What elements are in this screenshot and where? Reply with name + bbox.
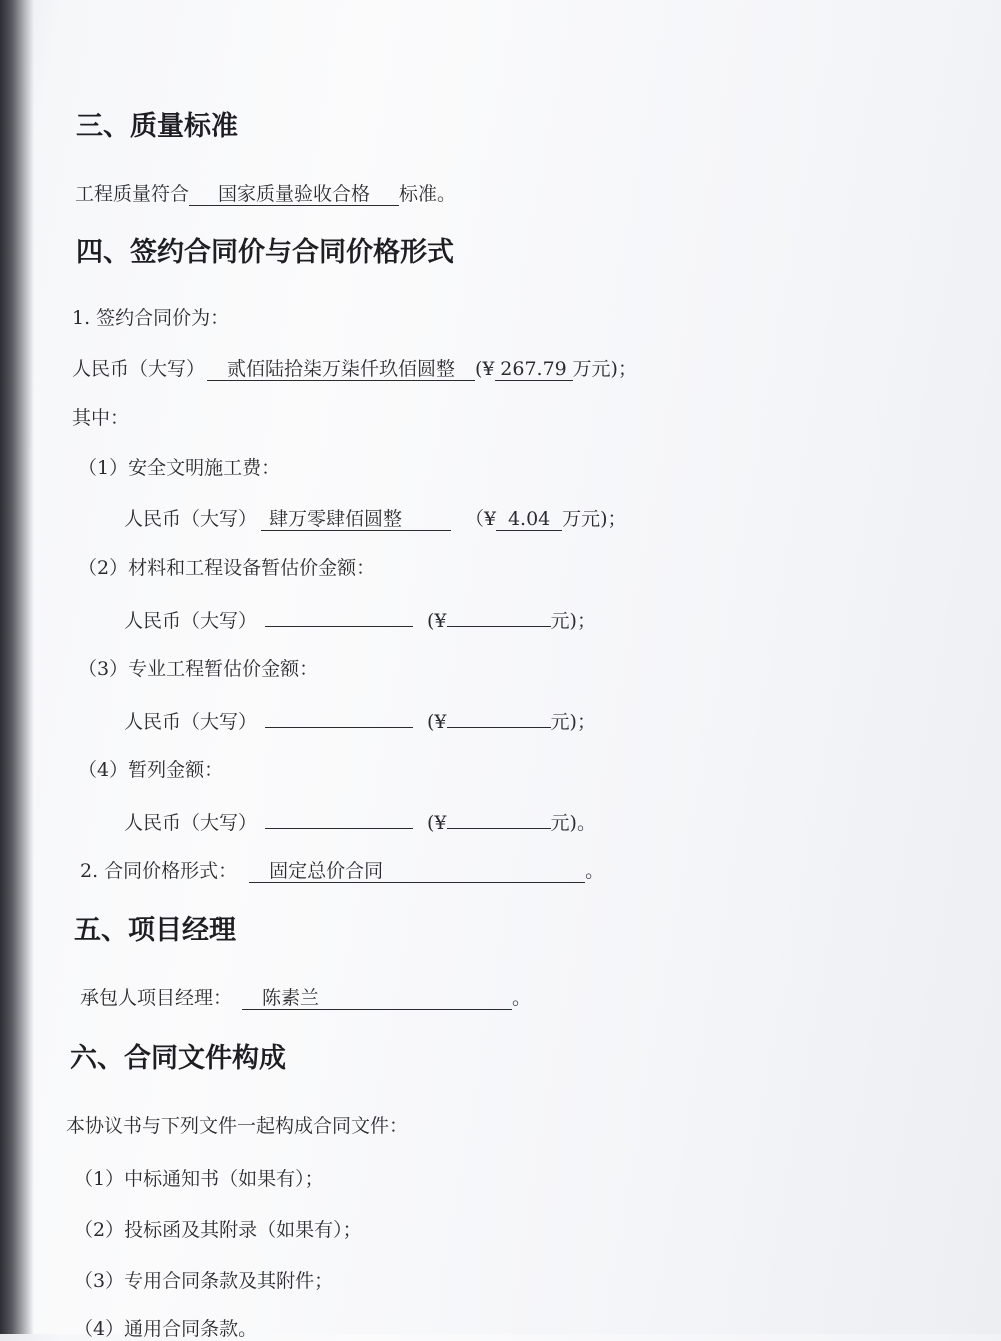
project-manager-label: 承包人项目经理： [80,987,233,1009]
project-manager-name: 陈素兰 [242,987,512,1010]
document-item: （4）通用合同条款。 [74,1318,258,1340]
provisional-label: （4）暂列金额： [78,759,224,781]
materials-words-blank [265,606,413,627]
price-form-label: 2. 合同价格形式： [80,860,238,882]
unit-close: 万元)； [572,358,637,380]
rmb-label: 人民币（大写） [124,610,258,632]
yen-open: (¥ [427,610,447,632]
rmb-label: 人民币（大写） [124,508,258,530]
provisional-words-blank [265,808,413,829]
materials-label: （2）材料和工程设备暂估价金额： [78,557,376,579]
document-item: （3）专用合同条款及其附件； [74,1270,334,1292]
safety-fee-words: 肆万零肆佰圆整 [261,508,451,531]
section-6-heading: 六、合同文件构成 [70,1043,286,1074]
quality-suffix: 标准。 [399,183,457,205]
professional-label: （3）专业工程暂估价金额： [78,658,319,680]
document-item: （1）中标通知书（如果有）； [74,1168,324,1190]
document-item: （2）投标函及其附录（如果有）； [74,1219,362,1241]
among-label: 其中： [72,407,130,429]
total-price-line [72,357,637,381]
safety-fee-amount: 4.04 [496,508,562,531]
total-price-amount: 267.79 [495,358,573,381]
documents-intro: 本协议书与下列文件一起构成合同文件： [66,1115,409,1137]
page-edge-shadow [0,0,34,1334]
price-form-end: 。 [585,860,605,882]
materials-line [124,606,596,633]
safety-fee-label: （1）安全文明施工费： [78,457,281,479]
project-manager-end: 。 [512,987,532,1009]
professional-line [124,707,596,734]
yuan-close: 元)。 [550,812,596,834]
quality-line [75,182,456,206]
section-3-heading: 三、质量标准 [76,111,238,142]
professional-amount-blank [447,707,551,728]
yuan-close: 元)； [550,711,596,733]
professional-words-blank [265,707,413,728]
yen-open: (¥ [427,812,447,834]
section-5-heading: 五、项目经理 [74,915,236,946]
safety-fee-line [124,507,627,531]
rmb-label: 人民币（大写） [124,711,258,733]
yen-open: (¥ [475,358,495,380]
rmb-label: 人民币（大写） [72,358,206,380]
yen-open: （¥ [465,508,497,530]
materials-amount-blank [447,606,551,627]
quality-standard-field: 国家质量验收合格 [189,183,399,206]
unit-close: 万元)； [562,508,627,530]
project-manager-line [80,986,531,1010]
rmb-label: 人民币（大写） [124,812,258,834]
yuan-close: 元)； [550,610,596,632]
price-form-value: 固定总价合同 [249,860,585,883]
provisional-amount-blank [447,808,551,829]
contract-price-label: 1. 签约合同价为： [72,307,230,329]
total-price-words: 贰佰陆拾柒万柒仟玖佰圆整 [207,358,475,381]
provisional-line [124,808,596,835]
quality-prefix: 工程质量符合 [75,183,190,205]
price-form-line [80,859,604,883]
yen-open: (¥ [427,711,447,733]
section-4-heading: 四、签约合同价与合同价格形式 [76,237,454,268]
